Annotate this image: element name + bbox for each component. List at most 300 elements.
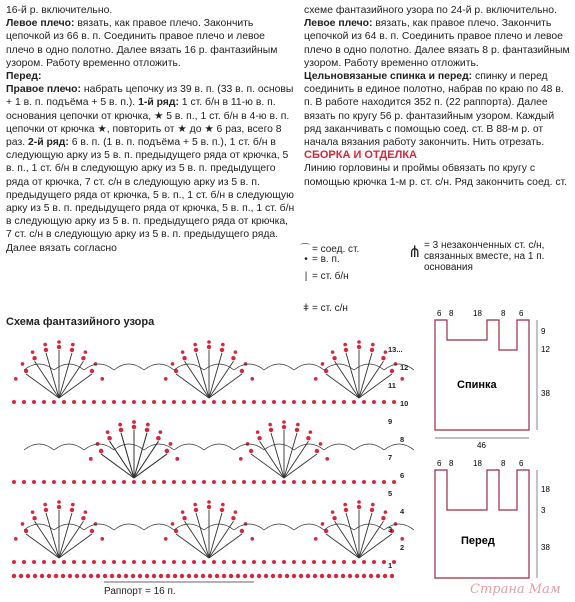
foundation-chain xyxy=(257,574,261,578)
dimension: 38 xyxy=(541,543,550,552)
chain-stitch xyxy=(392,400,396,404)
row-number: 13... xyxy=(388,345,403,354)
chain-stitch xyxy=(382,400,386,404)
foundation-chain xyxy=(159,574,163,578)
foundation-chain xyxy=(82,574,86,578)
foundation-chain xyxy=(194,574,198,578)
chain-stitch xyxy=(362,480,366,484)
chain-arc xyxy=(84,364,114,370)
dimension: 46 xyxy=(477,441,486,450)
foundation-chain xyxy=(166,574,170,578)
dimension: 8 xyxy=(501,459,506,468)
row-number: 12 xyxy=(400,363,409,372)
chain-stitch xyxy=(152,400,156,404)
dimension: 8 xyxy=(501,309,506,318)
chain-stitch xyxy=(352,400,356,404)
chain-stitch xyxy=(132,480,136,484)
chain-stitch xyxy=(72,400,76,404)
legend-label: = ст. б/н xyxy=(312,271,349,282)
chain-stitch xyxy=(242,560,246,564)
chain-stitch xyxy=(192,560,196,564)
chain-stitch xyxy=(212,400,216,404)
chain-stitch xyxy=(362,560,366,564)
foundation-chain xyxy=(341,574,345,578)
foundation-chain xyxy=(383,574,387,578)
double-crochet-mark xyxy=(185,521,209,558)
double-crochet-mark xyxy=(46,353,59,398)
double-crochet-mark xyxy=(101,454,134,478)
paragraph-text: вязать, как правое плечо. Закончить цепочкой из 64 в. п. Соединить правое плечо и левое плечо в одно полотно. Далее вязать 8 р. фантазийным узором. Работу временно отложить. xyxy=(304,18,570,69)
double-crochet-mark xyxy=(134,433,147,478)
legend-label: = в. п. xyxy=(312,254,340,265)
chain-stitch xyxy=(332,516,336,520)
foundation-chain xyxy=(285,574,289,578)
chain-stitch xyxy=(231,356,235,360)
chain-stitch xyxy=(344,508,348,512)
foundation-chain xyxy=(68,574,72,578)
chain-stitch xyxy=(118,423,122,427)
chain-stitch xyxy=(207,505,211,509)
chain-stitch xyxy=(52,480,56,484)
dimension: 18 xyxy=(473,459,482,468)
chain-stitch xyxy=(152,480,156,484)
chain-stitch xyxy=(272,480,276,484)
row-number: 6 xyxy=(400,471,405,480)
chain-stitch xyxy=(207,345,211,349)
foundation-chain xyxy=(243,574,247,578)
chain-stitch xyxy=(92,480,96,484)
foundation-chain xyxy=(152,574,156,578)
chain-stitch xyxy=(234,510,238,514)
chain-stitch xyxy=(164,377,168,381)
chain-stitch xyxy=(182,480,186,484)
chain-stitch xyxy=(269,428,273,432)
chain-stitch xyxy=(193,343,197,347)
chain-stitch xyxy=(142,400,146,404)
chain-arc xyxy=(114,444,144,450)
foundation-chain xyxy=(138,574,142,578)
paragraph xyxy=(6,83,296,255)
double-crochet-mark xyxy=(284,433,297,478)
double-crochet-mark xyxy=(110,441,134,478)
chain-stitch xyxy=(332,560,336,564)
double-crochet-mark xyxy=(59,534,92,558)
foundation-chain xyxy=(229,574,233,578)
chain-stitch xyxy=(256,430,260,434)
dimension: 6 xyxy=(437,459,442,468)
chain-stitch xyxy=(331,350,335,354)
foundation-chain xyxy=(250,574,254,578)
chain-stitch xyxy=(152,560,156,564)
double-crochet-mark xyxy=(134,454,167,478)
chain-arc xyxy=(264,444,294,450)
chain-stitch xyxy=(314,377,318,381)
chain-stitch xyxy=(90,369,94,373)
chain-arc xyxy=(114,364,144,370)
chain-stitch xyxy=(319,442,323,446)
chain-stitch xyxy=(322,400,326,404)
foundation-chain xyxy=(131,574,135,578)
watermark: Страна Мам xyxy=(470,582,561,597)
chain-arc xyxy=(234,524,264,530)
chain-stitch xyxy=(156,436,160,440)
paragraph-text: 6 в. п. (1 в. п. подъёма + 5 в. п.), 1 ст. б/н в следующую арку из 5 в. п. предыдущего ряда от крючка, 5 в. п., 1 ст. б/н в следующую арку из 5 в. п. предыдущего ряда от крючка, 7 ст. с/н в следующую арку из 5 в. п. предыдущего ряда от крючка, 5 в. п., 1 ст. б/н в следующую арку из 5 в. п. предыдущего ряда от крючка, 5 в. п., 1 ст. б/н в следующую арку из 5 в. п. предыдущего ряда от крючка, 7 ст. с/н в следующую арку из 5 в. п. предыдущего ряда. Далее вязать согласно xyxy=(6,137,295,254)
chain-arc xyxy=(174,444,204,450)
row-number: 9 xyxy=(388,417,393,426)
chain-stitch xyxy=(62,480,66,484)
chain-arc xyxy=(354,444,384,450)
chain-stitch xyxy=(42,560,46,564)
chain-stitch xyxy=(282,420,286,424)
chain-stitch xyxy=(81,356,85,360)
chain-stitch xyxy=(182,356,186,360)
chain-stitch xyxy=(272,560,276,564)
chain-stitch xyxy=(12,400,16,404)
paragraph: Линию горловины и проймы обвязать по кругу с помощью крючка 1-м р. ст. с/н. Ряд закончить соед. ст. xyxy=(304,163,568,188)
chain-stitch xyxy=(257,436,261,440)
chain-stitch xyxy=(192,400,196,404)
chain-stitch xyxy=(400,377,404,381)
foundation-chain xyxy=(117,574,121,578)
chain-stitch xyxy=(392,480,396,484)
dimension: 6 xyxy=(519,459,524,468)
chain-stitch xyxy=(372,560,376,564)
chain-stitch xyxy=(309,430,313,434)
double-crochet-mark xyxy=(326,374,359,398)
paragraph-text: набрать цепочку из 39 в. п. (33 в. п. основы + 1 в. п. подъёма + 5 в. п.). xyxy=(6,84,294,109)
chain-stitch xyxy=(32,560,36,564)
chain-stitch xyxy=(12,560,16,564)
double-crochet-mark xyxy=(346,513,359,558)
chain-stitch xyxy=(357,500,361,504)
single-crochet-icon: | xyxy=(304,271,308,282)
chain-stitch xyxy=(171,522,175,526)
chain-stitch xyxy=(400,537,404,541)
double-crochet-mark xyxy=(35,361,59,398)
double-crochet-mark xyxy=(346,353,359,398)
legend-item xyxy=(300,254,340,265)
foundation-chain xyxy=(89,574,93,578)
double-crochet-mark xyxy=(176,374,209,398)
chain-stitch xyxy=(82,560,86,564)
chain-stitch xyxy=(132,560,136,564)
foundation-chain xyxy=(96,574,100,578)
chain-stitch xyxy=(72,480,76,484)
chain-stitch xyxy=(99,449,103,453)
chain-stitch xyxy=(169,442,173,446)
chain-stitch xyxy=(370,508,374,512)
paragraph: 16-й р. включительно. xyxy=(6,5,113,16)
chain-stitch xyxy=(390,369,394,373)
foundation-chain xyxy=(306,574,310,578)
double-crochet-mark xyxy=(59,374,92,398)
double-crochet-mark xyxy=(196,353,209,398)
chain-stitch xyxy=(42,400,46,404)
chain-stitch xyxy=(132,425,136,429)
back-label: Спинка xyxy=(457,379,497,391)
chain-stitch xyxy=(239,457,243,461)
chain-stitch xyxy=(100,377,104,381)
chain-stitch xyxy=(192,480,196,484)
back-diagram xyxy=(435,309,550,450)
chain-stitch xyxy=(100,537,104,541)
chain-stitch xyxy=(325,457,329,461)
chain-stitch xyxy=(70,508,74,512)
foundation-chain xyxy=(362,574,366,578)
double-crochet-mark xyxy=(26,374,59,398)
chain-stitch xyxy=(372,400,376,404)
foundation-chain xyxy=(278,574,282,578)
chain-stitch xyxy=(332,400,336,404)
chain-stitch xyxy=(142,560,146,564)
double-crochet-mark xyxy=(35,521,59,558)
chain-stitch xyxy=(132,420,136,424)
foundation-chain xyxy=(355,574,359,578)
left-shoulder-label: Левое плечо: xyxy=(304,18,373,30)
front-heading: Перед: xyxy=(6,71,42,83)
body-label: Цельновязаные спинка и перед: xyxy=(304,71,473,83)
chain-stitch xyxy=(71,503,75,507)
chain-stitch xyxy=(202,400,206,404)
chain-stitch xyxy=(382,480,386,484)
foundation-chain xyxy=(180,574,184,578)
row-label: 2-й ряд: xyxy=(27,137,69,149)
foundation-chain xyxy=(390,574,394,578)
chain-stitch xyxy=(175,457,179,461)
schema-title: Схема фантазийного узора xyxy=(6,316,155,328)
chain-stitch xyxy=(343,503,347,507)
double-crochet-mark xyxy=(46,513,59,558)
chain-stitch xyxy=(314,537,318,541)
double-crochet-mark xyxy=(260,441,284,478)
left-shoulder-label: Левое плечо: xyxy=(6,18,75,30)
chain-stitch xyxy=(32,480,36,484)
chain-stitch xyxy=(32,356,36,360)
double-crochet-mark xyxy=(59,513,72,558)
paragraph-text: 1 ст. б/н в 11-ю в. п. основания цепочки от крючка, ★ 5 в. п., 1 ст. б/н в 4-ю в. п. цепочки от крючка ★, повторить от ★ до ★ 6 раз, всего 8 раз. xyxy=(6,97,290,149)
chain-stitch xyxy=(142,480,146,484)
right-text-column xyxy=(304,4,570,189)
row-number: 1 xyxy=(388,561,393,570)
chain-stitch xyxy=(212,560,216,564)
chain-stitch xyxy=(43,343,47,347)
chain-stitch xyxy=(57,340,61,344)
double-crochet-mark xyxy=(121,433,134,478)
chain-stitch xyxy=(194,348,198,352)
chain-arc xyxy=(144,524,174,530)
dimension: 38 xyxy=(541,389,550,398)
foundation-chain xyxy=(33,574,37,578)
legend-label: = ст. с/н xyxy=(312,303,348,314)
chain-stitch xyxy=(381,516,385,520)
foundation-chain xyxy=(320,574,324,578)
chain-stitch xyxy=(222,480,226,484)
chain-arc xyxy=(24,444,54,450)
chain-stitch xyxy=(172,400,176,404)
chain-stitch xyxy=(302,400,306,404)
foundation-chain xyxy=(12,574,16,578)
double-crochet-mark xyxy=(134,441,158,478)
foundation-chain xyxy=(236,574,240,578)
dimension: 12 xyxy=(541,345,550,354)
chain-stitch xyxy=(207,340,211,344)
chain-stitch xyxy=(344,348,348,352)
chain-stitch xyxy=(202,560,206,564)
double-crochet-mark xyxy=(209,353,222,398)
double-crochet-mark xyxy=(59,353,72,398)
front-label: Перед xyxy=(461,535,495,547)
chain-stitch xyxy=(220,508,224,512)
chain-stitch xyxy=(231,516,235,520)
chain-stitch xyxy=(145,428,149,432)
chain-stitch xyxy=(32,516,36,520)
chain-stitch xyxy=(282,480,286,484)
chain-stitch xyxy=(146,423,150,427)
dimension: 18 xyxy=(541,485,550,494)
chain-stitch xyxy=(220,348,224,352)
cluster-icon: ⋔ xyxy=(408,244,422,261)
paragraph: схеме фантазийного узора по 24-й р. включительно. xyxy=(304,5,557,16)
foundation-chain xyxy=(292,574,296,578)
chain-stitch xyxy=(92,560,96,564)
chain-arc xyxy=(264,524,294,530)
foundation-chain xyxy=(187,574,191,578)
chain-stitch xyxy=(82,480,86,484)
paragraph xyxy=(304,70,570,149)
chain-stitch xyxy=(250,537,254,541)
chain-stitch xyxy=(250,377,254,381)
chain-arc xyxy=(114,524,144,530)
chain-stitch xyxy=(84,350,88,354)
chain-stitch xyxy=(232,400,236,404)
chain-stitch xyxy=(90,529,94,533)
row-number: 7 xyxy=(388,453,393,462)
chain-stitch xyxy=(182,400,186,404)
chain-arc xyxy=(234,364,264,370)
double-crochet-icon: ǂ xyxy=(303,303,309,314)
chain-stitch xyxy=(122,560,126,564)
chain-stitch xyxy=(92,400,96,404)
foundation-chain xyxy=(201,574,205,578)
chain-stitch xyxy=(262,480,266,484)
chain-stitch xyxy=(182,560,186,564)
chain-stitch xyxy=(240,529,244,533)
chain-stitch xyxy=(162,560,166,564)
chain-stitch xyxy=(22,480,26,484)
double-crochet-mark xyxy=(251,454,284,478)
double-crochet-mark xyxy=(359,513,372,558)
double-crochet-mark xyxy=(185,361,209,398)
row-number: 5 xyxy=(388,489,393,498)
chain-arc xyxy=(144,364,174,370)
dimension: 8 xyxy=(449,309,454,318)
chain-stitch xyxy=(315,449,319,453)
double-crochet-mark xyxy=(271,433,284,478)
row-number: 4 xyxy=(400,507,405,516)
foundation-chain xyxy=(61,574,65,578)
garment-diagrams xyxy=(425,300,573,590)
chain-stitch xyxy=(31,350,35,354)
chain-stitch xyxy=(62,560,66,564)
dimension: 8 xyxy=(449,459,454,468)
dimension: 18 xyxy=(473,309,482,318)
double-crochet-mark xyxy=(209,513,222,558)
chain-stitch xyxy=(22,560,26,564)
chain-stitch xyxy=(322,480,326,484)
slip-stitch-icon: ⌒ xyxy=(300,244,310,255)
chain-stitch xyxy=(112,400,116,404)
foundation-chain xyxy=(208,574,212,578)
chain-stitch xyxy=(221,503,225,507)
double-crochet-mark xyxy=(196,513,209,558)
chain-stitch xyxy=(342,480,346,484)
chain-stitch xyxy=(193,503,197,507)
double-crochet-mark xyxy=(359,374,392,398)
chain-stitch xyxy=(381,356,385,360)
foundation-chain xyxy=(110,574,114,578)
chain-stitch xyxy=(306,436,310,440)
chain-stitch xyxy=(384,350,388,354)
chain-stitch xyxy=(292,480,296,484)
chain-stitch xyxy=(357,505,361,509)
chain-stitch xyxy=(181,350,185,354)
chain-stitch xyxy=(57,505,61,509)
chain-stitch xyxy=(44,348,48,352)
foundation-chain xyxy=(334,574,338,578)
chain-stitch xyxy=(321,362,325,366)
front-diagram xyxy=(435,459,550,578)
rapport-label: Раппорт = 16 п. xyxy=(104,586,176,597)
foundation-chain xyxy=(299,574,303,578)
chain-arc xyxy=(384,444,414,450)
chain-stitch xyxy=(82,400,86,404)
chain-stitch xyxy=(302,480,306,484)
chain-stitch xyxy=(52,560,56,564)
chain-stitch xyxy=(21,522,25,526)
chain-stitch xyxy=(342,400,346,404)
chain-stitch xyxy=(172,560,176,564)
paragraph xyxy=(304,17,570,70)
chain-stitch xyxy=(132,400,136,404)
chain-stitch xyxy=(295,428,299,432)
chain-stitch xyxy=(242,400,246,404)
chain-stitch xyxy=(221,343,225,347)
chain-stitch xyxy=(232,480,236,484)
chain-stitch xyxy=(292,400,296,404)
double-crochet-mark xyxy=(335,361,359,398)
double-crochet-mark xyxy=(326,534,359,558)
foundation-chain xyxy=(327,574,331,578)
legend-item-cluster xyxy=(408,240,568,273)
chain-stitch xyxy=(71,343,75,347)
chain-stitch xyxy=(102,560,106,564)
foundation-chain xyxy=(26,574,30,578)
chain-stitch xyxy=(31,510,35,514)
chain-stitch xyxy=(357,340,361,344)
chain-stitch xyxy=(242,480,246,484)
chain-stitch xyxy=(57,345,61,349)
chain-stitch xyxy=(107,436,111,440)
double-crochet-mark xyxy=(284,441,308,478)
chain-stitch xyxy=(268,423,272,427)
chain-stitch xyxy=(232,560,236,564)
chain-stitch xyxy=(252,400,256,404)
chain-stitch xyxy=(212,480,216,484)
paragraph xyxy=(6,17,296,70)
chain-stitch xyxy=(102,400,106,404)
chain-stitch xyxy=(296,423,300,427)
chain-stitch xyxy=(112,480,116,484)
